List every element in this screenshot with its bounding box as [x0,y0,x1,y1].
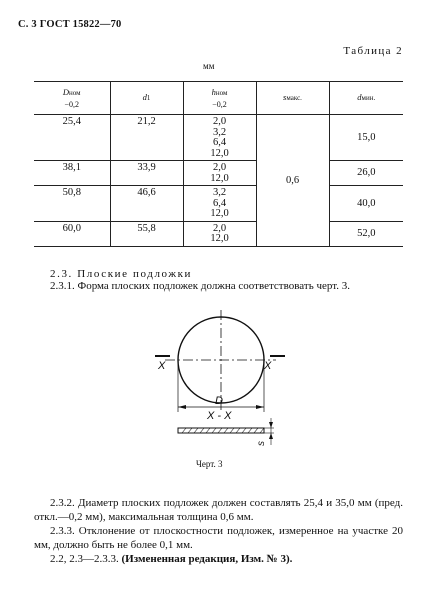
label-x-left: X [158,360,166,372]
col-header-s-max: sмакс. [256,82,329,115]
cell-s-max: 0,6 [256,115,329,247]
table-row [34,115,403,161]
paragraph-2-3-1: 2.3.1. Форма плоских подложек должна соответствовать черт. 3. [50,280,350,292]
cell-h-nom: 3,2 6,4 12,0 [183,186,256,222]
cell-d-nom: 25,4 [62,116,81,127]
cell-h-nom: 2,0 12,0 [183,221,256,246]
arrow-right-icon [256,405,264,409]
arrow-left-icon [178,405,186,409]
paragraph-2-3-2: 2.3.2. Диаметр плоских подложек должен составлять 25,4 и 35,0 мм (пред. откл.—0,2 мм), максимальная толщина 0,6 мм. [34,497,403,523]
arrow-up-icon [269,433,273,439]
cell-d1: 33,9 [110,161,183,186]
table-caption: Таблица 2 [343,45,403,57]
cell-d1: 21,2 [110,115,183,161]
label-x-right: X [264,360,272,372]
table-row [34,161,403,186]
dimensions-table [34,81,403,247]
cell-d-min: 26,0 [329,161,403,186]
cell-d-min: 15,0 [329,115,403,161]
col-header-d1: d1 [110,82,183,115]
arrow-down-icon [269,422,273,428]
cell-d-min: 52,0 [329,221,403,246]
label-d: D [215,395,223,407]
section-view [178,418,274,446]
page-header: С. 3 ГОСТ 15822—70 [18,19,122,30]
amendment-note [50,552,292,566]
section-heading-flat-substrates: 2.3. Плоские подложки [50,268,193,280]
table-row [34,221,403,246]
table-header-row [34,82,403,115]
label-section-x-x: X - X [207,410,232,422]
cell-d-nom: 50,8 [62,187,81,198]
table-unit: мм [203,61,215,71]
label-s: s [256,441,267,446]
figure-caption: Черт. 3 [196,459,223,469]
drawing-3 [0,300,437,460]
paragraph-2-3-3: 2.3.3. Отклонение от плоскостности подложек, измеренное на участке 20 мм, должно быть не более 0,1 мм. [34,525,403,551]
col-header-d-min: dмин. [329,82,403,115]
cell-d-min: 40,0 [329,186,403,222]
cell-d-nom: 38,1 [62,162,81,173]
table-row [34,186,403,222]
cell-d1: 55,8 [110,221,183,246]
amendment-note-text: (Измененная редакция, Изм. № 3). [121,553,293,565]
col-header-h-nom: hном −0,2 [183,82,256,115]
amendment-note-sections: 2.2, 2.3—2.3.3. [50,553,119,565]
cell-h-nom: 2,0 3,2 6,4 12,0 [183,115,256,161]
cell-h-nom: 2,0 12,0 [183,161,256,186]
cell-d1: 46,6 [110,186,183,222]
cell-d-nom: 60,0 [62,222,81,234]
col-header-d-nom: Dном −0,2 [62,86,81,109]
